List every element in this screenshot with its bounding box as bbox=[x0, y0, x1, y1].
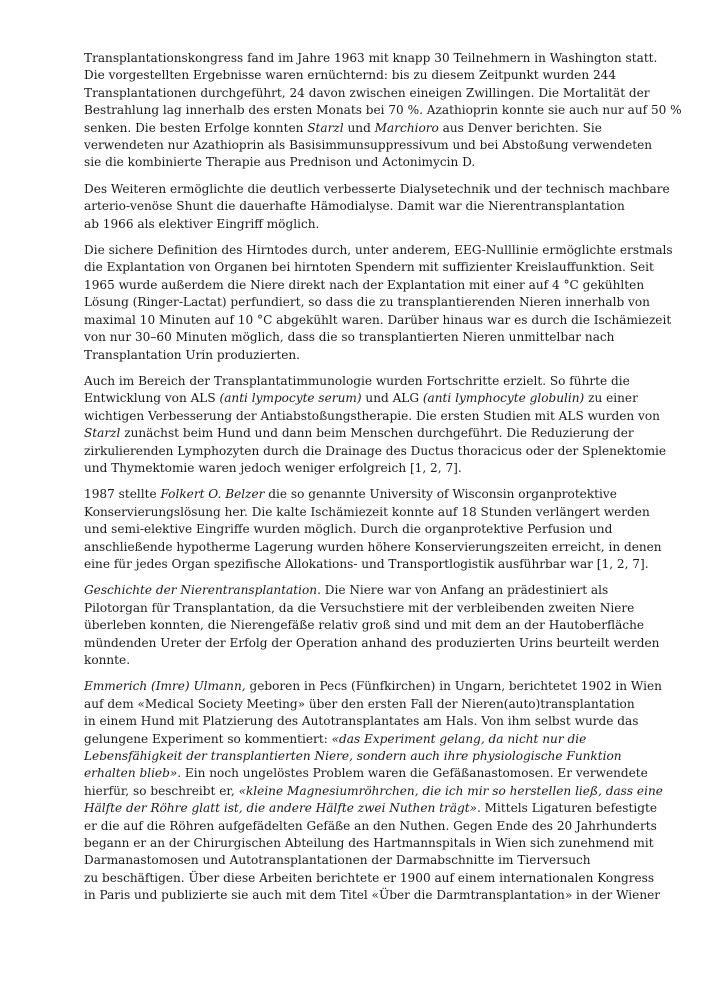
paragraph bbox=[84, 50, 682, 172]
text-run: eine für jedes Organ spezifische Allokations- und Transportlogistik ausführbar war [1, 2, 7]. bbox=[84, 556, 649, 571]
paragraph bbox=[84, 678, 662, 904]
text-line bbox=[84, 294, 662, 311]
text-run: von nur 30–60 Minuten möglich, dass die so transplantierten Nieren unmittelbar nach bbox=[84, 330, 615, 345]
italic-text: Geschichte der Nierentransplantation bbox=[84, 583, 318, 598]
text-run: . Die Niere war von Anfang an prädestiniert als bbox=[317, 583, 609, 598]
text-run: Lösung (Ringer-Lactat) perfundiert, so dass die zu transplantierenden Nieren innerhalb von bbox=[84, 295, 650, 310]
text-run: und ALG bbox=[361, 391, 423, 406]
italic-text: (anti lymphocyte globulin) bbox=[422, 391, 585, 406]
text-run: in einem Hund mit Platzierung des Autotransplantates am Hals. Von ihm selbst wurde das bbox=[84, 714, 639, 729]
text-line bbox=[84, 425, 662, 442]
text-line bbox=[84, 539, 662, 556]
text-run: wichtigen Verbesserung der Antiabstoßungstherapie. Die ersten Studien mit ALS wurden von bbox=[84, 408, 660, 423]
text-line bbox=[84, 460, 662, 477]
text-run: verwendeten nur Azathioprin als Basisimmunsuppressivum und bei Abstoßung verwendeten bbox=[84, 138, 653, 153]
text-run: Die sichere Definition des Hirntodes durch, unter anderem, EEG-Nulllinie ermöglichte erstmals bbox=[84, 243, 673, 258]
italic-text: (anti lympocyte serum) bbox=[219, 391, 362, 406]
text-run: begann er an der Chirurgischen Abteilung des Hartmannspitals in Wien sich zunehmend mit bbox=[84, 836, 654, 851]
text-line bbox=[84, 85, 662, 102]
text-line bbox=[84, 600, 662, 617]
text-line bbox=[84, 277, 662, 294]
text-run: hierfür, so beschreibt er, bbox=[84, 783, 239, 798]
text-line bbox=[84, 556, 662, 573]
text-line bbox=[84, 137, 662, 154]
text-run: Auch im Bereich der Transplantatimmunologie wurden Fortschritte erzielt. So führte die bbox=[84, 373, 630, 388]
text-run: Konservierungslösung her. Die kalte Ischämiezeit konnte auf 18 Stunden verlängert werden bbox=[84, 504, 650, 519]
text-run: Darmanastomosen und Autotransplantationen der Darmabschnitte im Tierversuch bbox=[84, 853, 591, 868]
text-line bbox=[84, 870, 662, 887]
text-run: 1965 wurde außerdem die Niere direkt nach der Explantation mit einer auf 4 °C gekühlten bbox=[84, 277, 645, 292]
text-line bbox=[84, 731, 662, 748]
text-line bbox=[84, 408, 662, 425]
text-run: Des Weiteren ermöglichte die deutlich verbesserte Dialysetechnik und der technisch machbare bbox=[84, 181, 670, 196]
italic-text: Hälfte der Röhre glatt ist, die andere Hälfte zwei Nuthen trägt» bbox=[84, 801, 477, 816]
text-run: auf dem «Medical Society Meeting» über den ersten Fall der Nieren(auto)transplantation bbox=[84, 696, 635, 711]
text-line bbox=[84, 800, 662, 817]
text-run: senken. Die besten Erfolge konnten bbox=[84, 120, 308, 135]
text-line bbox=[84, 242, 673, 259]
text-line bbox=[84, 50, 662, 67]
text-run: und semi-elektive Eingriffe wurden möglich. Durch die organprotektive Perfusion und bbox=[84, 522, 613, 537]
italic-text: Folkert O. Belzer bbox=[160, 487, 265, 502]
text-run: Bestrahlung lag innerhalb des ersten Monats bei 70 %. Azathioprin konnte sie auch nur auf 50 % bbox=[84, 103, 682, 118]
text-run: aus Denver berichten. Sie bbox=[438, 120, 602, 135]
text-run: die so genannte University of Wisconsin organprotektive bbox=[264, 487, 617, 502]
text-run: sie die kombinierte Therapie aus Prednison und Actonimycin D. bbox=[84, 155, 476, 170]
text-line bbox=[84, 765, 662, 782]
text-run: die Explantation von Organen bei hirntoten Spendern mit suffizienter Kreislauffunktion. Seit bbox=[84, 260, 654, 275]
text-run: Entwicklung von ALS bbox=[84, 391, 220, 406]
text-run: und Thymektomie waren jedoch weniger erfolgreich [1, 2, 7]. bbox=[84, 460, 462, 475]
text-line bbox=[84, 696, 662, 713]
text-line bbox=[84, 521, 662, 538]
text-run: in Paris und publizierte sie auch mit dem Titel «Über die Darmtransplantation» in der Wiener bbox=[84, 888, 661, 903]
text-run: . Mittels Ligaturen befestigte bbox=[476, 801, 657, 816]
text-run: konnte. bbox=[84, 653, 131, 667]
italic-text: «kleine Magnesiumröhrchen, die ich mir so herstellen ließ, dass eine bbox=[238, 783, 663, 798]
text-line bbox=[84, 154, 662, 171]
text-run: zu einer bbox=[584, 391, 638, 406]
text-run: zunächst beim Hund und dann beim Menschen durchgeführt. Die Reduzierung der bbox=[120, 426, 634, 441]
text-line bbox=[84, 312, 672, 329]
paragraph bbox=[84, 181, 670, 233]
text-line bbox=[84, 390, 662, 407]
text-line bbox=[84, 652, 662, 669]
text-line bbox=[84, 373, 662, 390]
text-line bbox=[84, 582, 662, 599]
text-run: zirkulierenden Lymphozyten durch die Drainage des Ductus thoracicus oder der Splenektomie bbox=[84, 443, 667, 458]
text-run: ab 1966 als elektiver Eingriff möglich. bbox=[84, 216, 320, 231]
text-line bbox=[84, 198, 662, 215]
text-line bbox=[84, 713, 662, 730]
italic-text: Starzl bbox=[307, 120, 344, 135]
text-run: Transplantation Urin produzierten. bbox=[84, 347, 301, 362]
text-line bbox=[84, 259, 662, 276]
text-run: Transplantationen durchgeführt, 24 davon zwischen eineigen Zwillingen. Die Mortalität der bbox=[84, 85, 650, 100]
text-line bbox=[84, 678, 662, 695]
italic-text: Starzl bbox=[84, 426, 121, 441]
text-run: arterio-venöse Shunt die dauerhafte Hämodialyse. Damit war die Nierentransplantation bbox=[84, 199, 625, 214]
text-line bbox=[84, 818, 662, 835]
paragraph bbox=[84, 242, 673, 364]
text-line bbox=[84, 347, 662, 364]
text-run: Transplantationskongress fand im Jahre 1963 mit knapp 30 Teilnehmern in Washington statt. bbox=[84, 51, 658, 65]
text-line bbox=[84, 887, 662, 904]
paragraph bbox=[84, 486, 662, 573]
text-line bbox=[84, 852, 662, 869]
text-run: geboren in Pecs (Fünfkirchen) in Ungarn, berichtetet 1902 in Wien bbox=[245, 679, 662, 694]
italic-text: Emmerich (Imre) Ulmann, bbox=[84, 679, 246, 694]
document-page bbox=[84, 50, 682, 914]
text-line bbox=[84, 329, 662, 346]
text-run: Pilotorgan für Transplantation, da die Versuchstiere mit der verbleibenden zweiten Niere bbox=[84, 600, 635, 615]
text-line bbox=[84, 443, 667, 460]
text-line bbox=[84, 181, 670, 198]
text-run: . Ein noch ungelöstes Problem waren die Gefäßanastomosen. Er verwendete bbox=[177, 766, 648, 781]
text-run: maximal 10 Minuten auf 10 °C abgekühlt waren. Darüber hinaus war es durch die Ischämiezeit bbox=[84, 312, 672, 327]
italic-text: «das Experiment gelang, da nicht nur die bbox=[331, 731, 587, 746]
italic-text: Lebensfähigkeit der transplantierten Niere, sondern auch ihre physiologische Funktion bbox=[84, 749, 622, 764]
text-run: mündenden Ureter der Erfolg der Operation anhand des produzierten Urins beurteilt werden bbox=[84, 635, 660, 650]
text-line bbox=[84, 635, 662, 652]
text-line bbox=[84, 748, 662, 765]
text-line bbox=[84, 67, 662, 84]
italic-text: erhalten blieb» bbox=[84, 766, 178, 781]
text-line bbox=[84, 835, 662, 852]
text-run: anschließende hypotherme Lagerung wurden höhere Konservierungszeiten erreicht, in denen bbox=[84, 539, 662, 554]
text-run: überleben konnten, die Nierengefäße relativ groß sind und mit dem an der Hautoberfläche bbox=[84, 618, 645, 633]
text-line bbox=[84, 102, 682, 119]
text-run: er die auf die Röhren aufgefädelten Gefäße an den Nuthen. Gegen Ende des 20 Jahrhunderts bbox=[84, 818, 657, 833]
text-run: gelungene Experiment so kommentiert: bbox=[84, 731, 332, 746]
paragraph bbox=[84, 373, 667, 477]
text-line bbox=[84, 120, 662, 137]
paragraph bbox=[84, 582, 662, 669]
text-line bbox=[84, 504, 662, 521]
text-run: 1987 stellte bbox=[84, 487, 161, 502]
text-line bbox=[84, 216, 662, 233]
text-run: zu beschäftigen. Über diese Arbeiten berichtete er 1900 auf einem internationalen Kongress bbox=[84, 870, 655, 885]
italic-text: Marchioro bbox=[374, 120, 439, 135]
text-run: Die vorgestellten Ergebnisse waren ernüchternd: bis zu diesem Zeitpunkt wurden 244 bbox=[84, 68, 617, 83]
text-line bbox=[84, 783, 662, 800]
text-line bbox=[84, 617, 662, 634]
text-run: und bbox=[343, 120, 375, 135]
text-line bbox=[84, 486, 662, 503]
